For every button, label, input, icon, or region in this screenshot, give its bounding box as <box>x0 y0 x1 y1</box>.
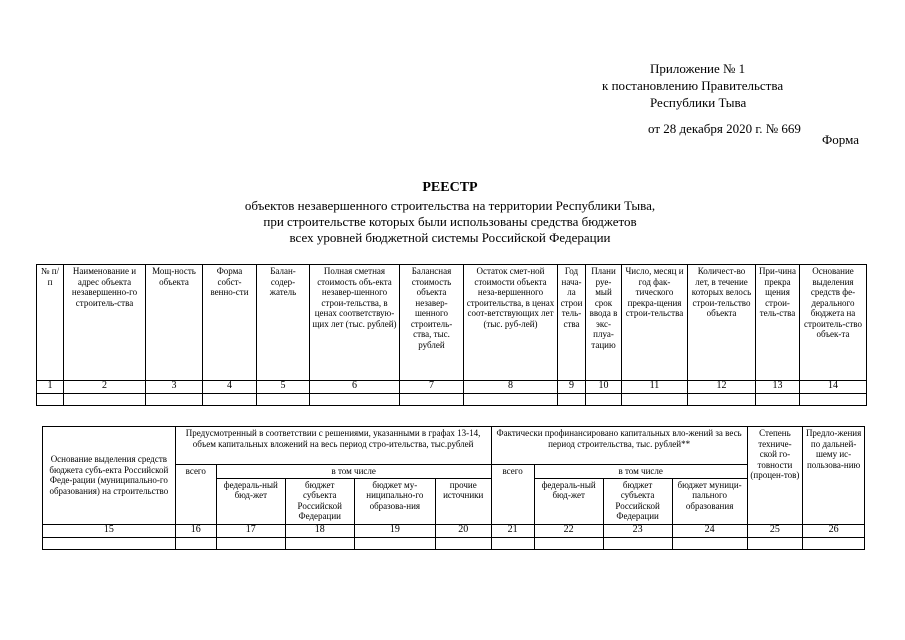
data-cell <box>285 537 354 549</box>
table-2-header-row-1 <box>43 427 865 465</box>
registry-table-2 <box>42 426 865 550</box>
column-number: 24 <box>672 524 747 537</box>
data-cell <box>175 537 216 549</box>
column-number: 1 <box>37 381 64 394</box>
header-cell: Полная сметная стоимость объ-екта незавер-шенного строи-тельства, в ценах соответствую-щих лет (тыс. рублей) <box>310 265 400 381</box>
data-cell <box>216 537 285 549</box>
column-number: 17 <box>216 524 285 537</box>
title-line-1: объектов незавершенного строительства на территории Республики Тыва, <box>244 198 656 213</box>
data-cell <box>310 394 400 406</box>
data-cell <box>146 394 203 406</box>
column-number: 14 <box>800 381 867 394</box>
column-number: 7 <box>400 381 464 394</box>
appendix-line-3: Республики Тыва <box>650 95 747 110</box>
header-cell: Остаток смет-ной стоимости объекта неза-вершенного строительства, в ценах соот-ветствующих лет (тыс. руб-лей) <box>464 265 558 381</box>
data-cell <box>803 537 865 549</box>
header-cell: федераль-ный бюд-жет <box>534 478 603 524</box>
header-cell: Основание выделения средств фе-дерального бюджета на строитель-ство объек-та <box>800 265 867 381</box>
data-cell <box>257 394 310 406</box>
table-1-header-row <box>37 265 867 381</box>
header-cell: Число, месяц и год фак-тического прекра-щения строи-тельства <box>622 265 688 381</box>
table-1-data-row <box>37 394 867 406</box>
column-number: 22 <box>534 524 603 537</box>
header-cell: Балансная стоимость объекта незавер-шенного строитель-ства, тыс. рублей <box>400 265 464 381</box>
data-cell <box>672 537 747 549</box>
planned-including-header: в том числе <box>216 465 491 479</box>
header-cell: Форма собст-веннo-сти <box>203 265 257 381</box>
data-cell <box>622 394 688 406</box>
column-number: 16 <box>175 524 216 537</box>
header-cell: прочие источники <box>435 478 491 524</box>
header-cell: № п/п <box>37 265 64 381</box>
data-cell <box>747 537 803 549</box>
actual-total-header: всего <box>491 465 534 525</box>
data-cell <box>800 394 867 406</box>
header-cell-25: Степень техниче-ской го-товности (процен-тов) <box>747 427 803 525</box>
header-cell: бюджет муници-пального образования <box>672 478 747 524</box>
column-number: 10 <box>586 381 622 394</box>
planned-group-header: Предусмотренный в соответствии с решениями, указанными в графах 13-14, объем капитальных вложений на весь период стро-ительства, тыс.рублей <box>175 427 491 465</box>
data-cell <box>37 394 64 406</box>
planned-total-header: всего <box>175 465 216 525</box>
data-cell <box>491 537 534 549</box>
data-cell <box>464 394 558 406</box>
header-cell: бюджет субъекта Российской Федерации <box>603 478 672 524</box>
data-cell <box>756 394 800 406</box>
header-cell-26: Предло-жения по дальней-шему ис-пользова-нию <box>803 427 865 525</box>
column-number: 21 <box>491 524 534 537</box>
data-cell <box>558 394 586 406</box>
column-number: 23 <box>603 524 672 537</box>
registry-table-1 <box>36 264 867 406</box>
column-number: 26 <box>803 524 865 537</box>
data-cell <box>534 537 603 549</box>
table-1-number-row <box>37 381 867 394</box>
header-cell: Год нача-ла строи тель-ства <box>558 265 586 381</box>
data-cell <box>203 394 257 406</box>
header-cell: Наименование и адрес объекта незавершенно-го строитель-ства <box>64 265 146 381</box>
column-number: 2 <box>64 381 146 394</box>
appendix-line-1: Приложение № 1 <box>650 61 746 76</box>
header-cell: При-чина прекра щения строи-тель-ства <box>756 265 800 381</box>
document-title <box>150 180 750 246</box>
column-number: 11 <box>622 381 688 394</box>
title-line-3: всех уровней бюджетной системы Российской Федерации <box>289 230 611 245</box>
header-cell: бюджет му-ниципально-го образова-ния <box>354 478 435 524</box>
header-cell-15: Основание выделения средств бюджета субъ-екта Российской Феде-рации (муниципально-го образования) на строительство <box>43 427 176 525</box>
data-cell <box>435 537 491 549</box>
data-cell <box>586 394 622 406</box>
actual-including-header: в том числе <box>534 465 747 479</box>
column-number: 4 <box>203 381 257 394</box>
column-number: 13 <box>756 381 800 394</box>
header-cell: Мощ-ность объекта <box>146 265 203 381</box>
data-cell <box>354 537 435 549</box>
appendix-line-2: к постановлению Правительства <box>602 78 784 93</box>
column-number: 5 <box>257 381 310 394</box>
column-number: 9 <box>558 381 586 394</box>
column-number: 19 <box>354 524 435 537</box>
title-heading: РЕЕСТР <box>422 180 478 195</box>
column-number: 25 <box>747 524 803 537</box>
column-number: 18 <box>285 524 354 537</box>
actual-group-header: Фактически профинансировано капитальных вло-жений за весь период строительства, тыс. рублей** <box>491 427 747 465</box>
column-number: 8 <box>464 381 558 394</box>
header-cell: Плани руе-мый срок ввода в экс-плуа-тацию <box>586 265 622 381</box>
column-number: 12 <box>688 381 756 394</box>
data-cell <box>400 394 464 406</box>
header-cell: бюджет субъекта Российской Федерации <box>285 478 354 524</box>
data-cell <box>603 537 672 549</box>
table-2-number-row <box>43 524 865 537</box>
column-number: 3 <box>146 381 203 394</box>
form-label: Форма <box>822 132 859 147</box>
title-line-2: при строительстве которых были использованы средства бюджетов <box>263 214 637 229</box>
data-cell <box>688 394 756 406</box>
data-cell <box>64 394 146 406</box>
data-cell <box>43 537 176 549</box>
header-cell: Балан-содер-жатель <box>257 265 310 381</box>
appendix-block <box>560 60 860 137</box>
column-number: 20 <box>435 524 491 537</box>
column-number: 6 <box>310 381 400 394</box>
header-cell: федераль-ный бюд-жет <box>216 478 285 524</box>
appendix-date: от 28 декабря 2020 г. № 669 <box>648 121 801 136</box>
header-cell: Количест-во лет, в течение которых велось строи-тельство объекта <box>688 265 756 381</box>
table-2-data-row <box>43 537 865 549</box>
column-number: 15 <box>43 524 176 537</box>
